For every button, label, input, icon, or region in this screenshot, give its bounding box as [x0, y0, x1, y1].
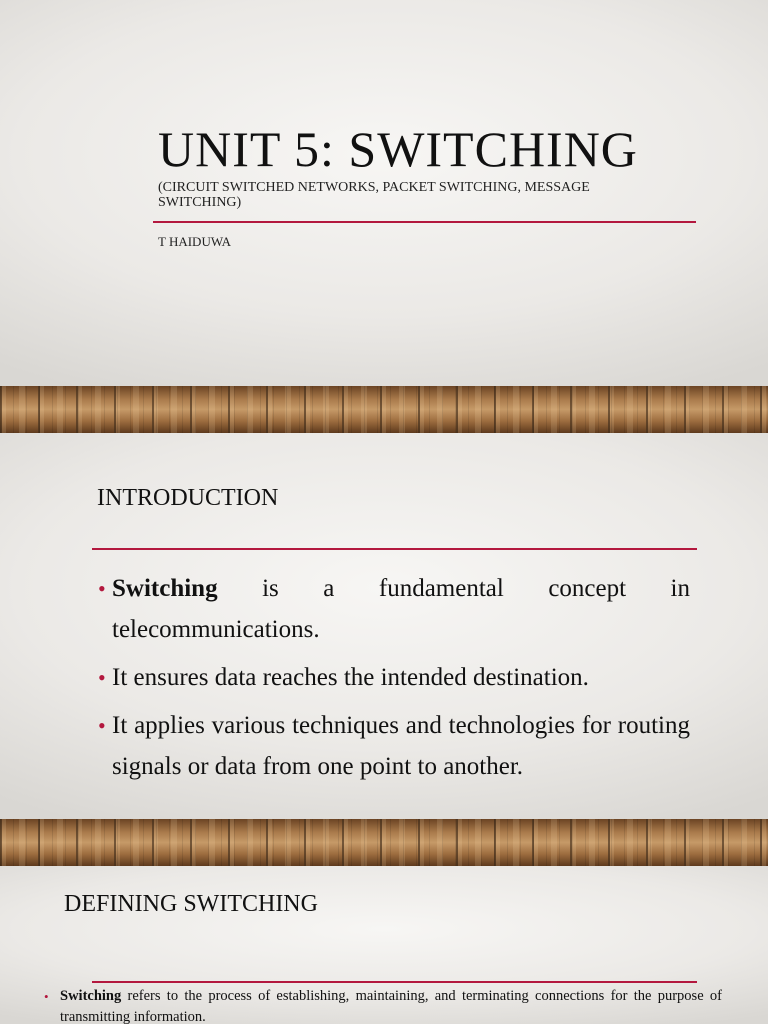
defining-switching-divider: [92, 981, 697, 983]
title-divider: [153, 221, 696, 223]
bullet-text: refers to the process of establishing, maintaining, and terminating connections for the purpose of transmitting information.: [60, 988, 722, 1024]
author-name: T HAIDUWA: [158, 234, 232, 249]
slide-title-heading: UNIT 5: SWITCHING: [158, 121, 638, 177]
introduction-bullet-list: [98, 568, 690, 794]
bullet-text: is a fundamental concept in telecommunications.: [112, 575, 690, 643]
defining-switching-heading: DEFINING SWITCHING: [64, 891, 318, 917]
list-item: [44, 986, 722, 1024]
bullet-bold-term: Switching: [112, 575, 218, 602]
introduction-divider: [92, 548, 697, 550]
slide-subtitle: (CIRCUIT SWITCHED NETWORKS, PACKET SWITCHING, MESSAGE SWITCHING): [158, 180, 590, 210]
bullet-dot-icon: •: [98, 665, 106, 690]
wood-floor-band: [0, 819, 768, 866]
list-item: [98, 705, 690, 787]
bullet-dot-icon: •: [98, 576, 106, 601]
bullet-text: It ensures data reaches the intended destination.: [112, 664, 589, 691]
list-item: [98, 568, 690, 650]
bullet-text: It applies various techniques and technologies for routing signals or data from one point to another.: [112, 712, 690, 780]
slide-title: [0, 0, 768, 386]
bullet-dot-icon: •: [98, 713, 106, 738]
list-item: [98, 657, 690, 698]
bullet-bold-term: Switching: [60, 988, 122, 1004]
defining-switching-bullet-list: [44, 986, 722, 1024]
introduction-heading: INTRODUCTION: [97, 485, 279, 511]
bullet-dot-icon: •: [44, 989, 49, 1004]
wood-floor-band: [0, 386, 768, 433]
